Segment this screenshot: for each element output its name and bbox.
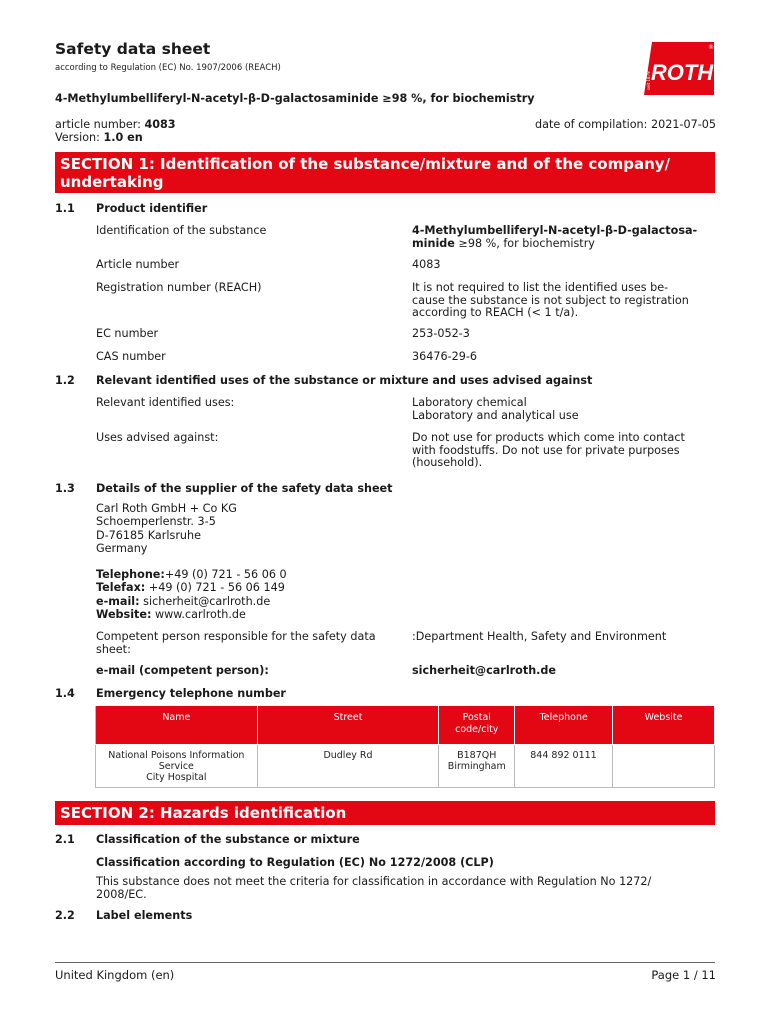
cell-postal: B187QH Birmingham	[439, 745, 515, 788]
footer-page-number: Page 1 / 11	[651, 968, 716, 982]
advised-against-line1: Do not use for products which come into contact	[412, 431, 685, 444]
column-header-website: Website	[613, 706, 715, 745]
website-link[interactable]: www.carlroth.de	[151, 607, 246, 621]
supplier-city: D-76185 Karlsruhe	[96, 528, 201, 542]
article-info	[55, 118, 176, 144]
uses-advised-against-value	[412, 432, 717, 470]
registration-line3: according to REACH (< 1 t/a).	[412, 306, 579, 319]
subsection-1-2-title: Relevant identified uses of the substance or mixture and uses advised against	[96, 374, 593, 387]
registration-number-label: Registration number (REACH)	[96, 281, 262, 294]
footer-country: United Kingdom (en)	[55, 968, 175, 982]
classification-text-line2: 2008/EC.	[96, 888, 147, 901]
competent-person-label	[96, 631, 406, 656]
supplier-address	[96, 502, 237, 555]
cell-website	[613, 745, 715, 788]
identified-use-2: Laboratory and analytical use	[412, 408, 579, 422]
document-subtitle: according to Regulation (EC) No. 1907/2006 (REACH)	[55, 63, 281, 73]
section-1-title-line2: undertaking	[60, 173, 164, 191]
identification-value-line2: minide	[412, 236, 455, 250]
subsection-2-1-number: 2.1	[55, 833, 75, 846]
version-number: 1.0 en	[103, 131, 143, 144]
registration-line1: It is not required to list the identified uses be-	[412, 281, 669, 294]
roth-logo	[642, 40, 716, 97]
column-header-postal: Postal code/city	[439, 706, 515, 745]
competent-person-value: :Department Health, Safety and Environment	[412, 630, 667, 643]
telefax-value: +49 (0) 721 - 56 06 149	[145, 581, 285, 595]
supplier-contact	[96, 568, 287, 621]
identification-value-line1: 4-Methylumbelliferyl-N-acetyl-β-D-galactosa-	[412, 224, 698, 237]
cas-number-label: CAS number	[96, 350, 166, 363]
article-number-value: 4083	[412, 258, 441, 271]
identified-uses-value	[412, 397, 717, 422]
identified-use-1: Laboratory chemical	[412, 396, 527, 409]
competent-person-label-line2: sheet:	[96, 642, 131, 656]
classification-text-line1: This substance does not meet the criteria for classification in accordance with Regulation No 1272/	[96, 875, 652, 888]
subsection-1-3-title: Details of the supplier of the safety data sheet	[96, 482, 393, 495]
ec-number-value: 253-052-3	[412, 327, 470, 340]
subsection-1-4-title: Emergency telephone number	[96, 687, 286, 700]
article-number-label: Article number	[96, 258, 180, 271]
identified-uses-label: Relevant identified uses:	[96, 396, 235, 409]
subsection-2-2-title: Label elements	[96, 909, 193, 922]
subsection-1-3-number: 1.3	[55, 482, 75, 495]
competent-person-label-line1: Competent person responsible for the safety data	[96, 630, 376, 643]
email-value[interactable]: sicherheit@carlroth.de	[139, 594, 271, 608]
cell-telephone: 844 892 0111	[515, 745, 613, 788]
competent-email-value[interactable]: sicherheit@carlroth.de	[412, 664, 557, 677]
supplier-street: Schoemperlenstr. 3-5	[96, 515, 216, 529]
supplier-company: Carl Roth GmbH + Co KG	[96, 502, 237, 515]
identification-value	[412, 225, 717, 250]
telephone-label: Telephone:	[96, 568, 165, 581]
clp-classification-heading: Classification according to Regulation (EC) No 1272/2008 (CLP)	[96, 856, 494, 869]
cell-street: Dudley Rd	[257, 745, 439, 788]
document-title: Safety data sheet	[55, 40, 211, 58]
logo-registered-mark: ®	[708, 44, 714, 51]
website-label: Website:	[96, 607, 152, 621]
ec-number-label: EC number	[96, 327, 159, 340]
article-label: article number:	[55, 118, 145, 131]
supplier-country: Germany	[96, 541, 148, 555]
footer-divider	[55, 962, 715, 963]
subsection-2-1-title: Classification of the substance or mixture	[96, 833, 360, 846]
cas-number-value: 36476-29-6	[412, 350, 478, 363]
logo-text: ROTH	[650, 60, 714, 85]
column-header-telephone: Telephone	[515, 706, 613, 745]
advised-against-line2: with foodstuffs. Do not use for private purposes	[412, 443, 680, 457]
article-number: 4083	[144, 118, 176, 131]
table-row	[96, 745, 715, 788]
telefax-label: Telefax:	[96, 581, 146, 595]
registration-number-value	[412, 282, 717, 320]
emergency-contacts-table	[95, 705, 715, 788]
identification-value-rest: ≥98 %, for biochemistry	[454, 236, 595, 250]
classification-text	[96, 875, 706, 901]
column-header-street: Street	[257, 706, 439, 745]
section-1-title-line1: SECTION 1: Identification of the substance/mixture and of the company/	[60, 155, 671, 173]
cell-name: National Poisons Information Service City Hospital	[96, 745, 258, 788]
table-header-row	[96, 706, 715, 745]
uses-advised-against-label: Uses advised against:	[96, 431, 219, 444]
subsection-1-1-title: Product identifier	[96, 202, 208, 215]
version-label: Version:	[55, 131, 104, 144]
section-1-header	[55, 152, 715, 193]
email-label: e-mail:	[96, 594, 140, 608]
subsection-2-2-number: 2.2	[55, 909, 75, 922]
section-2-header: SECTION 2: Hazards identification	[55, 801, 715, 825]
subsection-1-4-number: 1.4	[55, 687, 75, 700]
telephone-value: +49 (0) 721 - 56 06 0	[164, 568, 287, 581]
subsection-1-1-number: 1.1	[55, 202, 75, 215]
advised-against-line3: (household).	[412, 456, 483, 469]
competent-email-label: e-mail (competent person):	[96, 664, 269, 677]
product-title: 4-Methylumbelliferyl-N-acetyl-β-D-galactosaminide ≥98 %, for biochemistry	[55, 92, 535, 105]
subsection-1-2-number: 1.2	[55, 374, 75, 387]
identification-label: Identification of the substance	[96, 224, 267, 237]
compilation-date: date of compilation: 2021-07-05	[535, 118, 716, 131]
column-header-name: Name	[96, 706, 258, 745]
registration-line2: cause the substance is not subject to registration	[412, 293, 689, 307]
logo-small-text: seit 1879	[646, 71, 651, 90]
